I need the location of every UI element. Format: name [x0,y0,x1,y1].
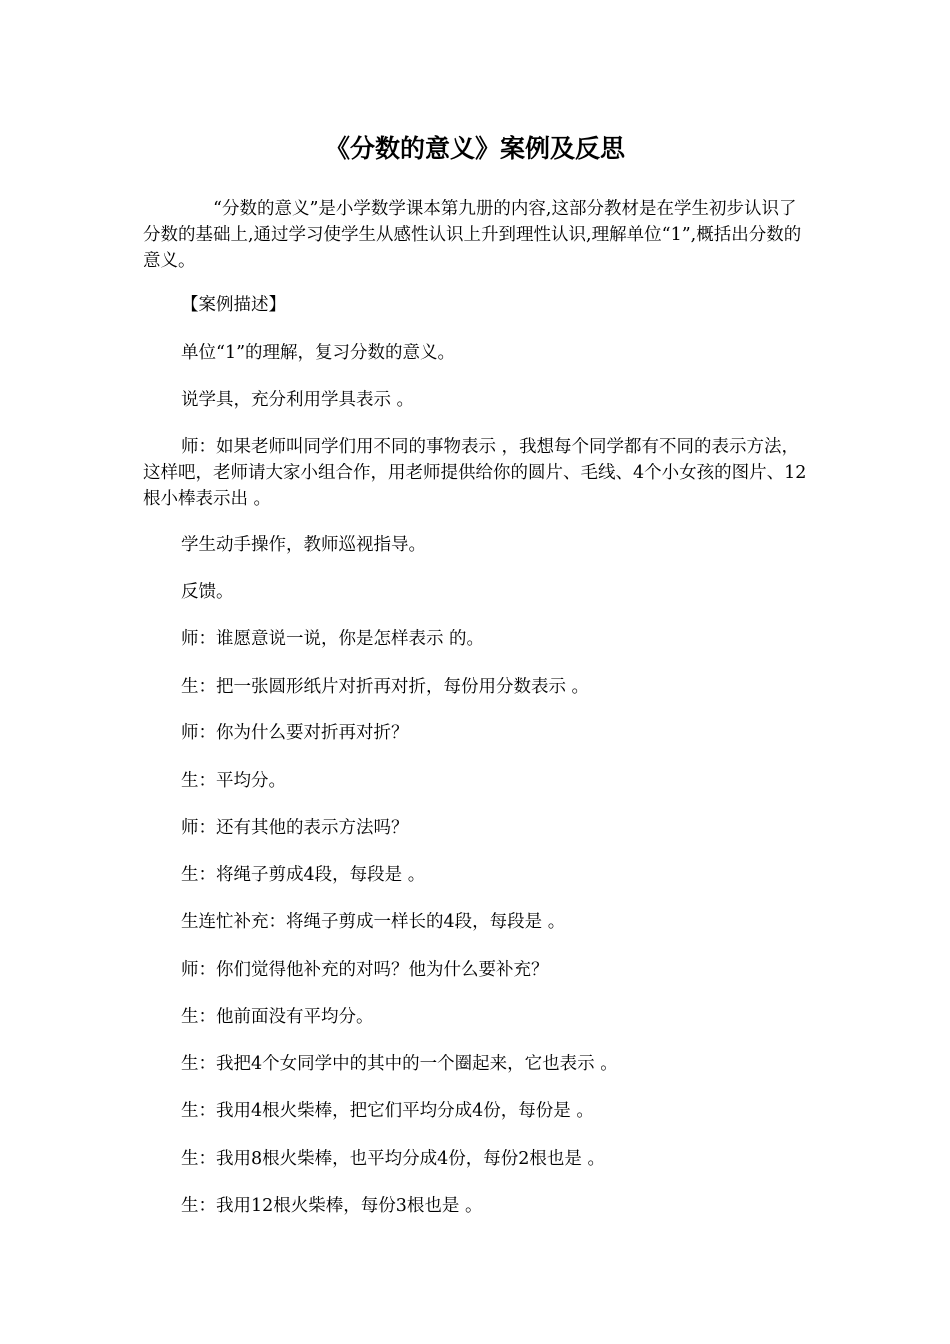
body-line: 生：把一张圆形纸片对折再对折，每份用分数表示 。 [181,677,590,697]
body-line: 生：我把4个女同学中的其中的一个圈起来，它也表示 。 [181,1054,618,1074]
body-paragraph: 师：如果老师叫同学们用不同的事物表示 ，我想每个同学都有不同的表示方法，这样吧，老师请大家小组合作，用老师提供给你的圆片、毛线、4个小女孩的图片、12根小棒表示出 。 [143,437,807,509]
body-line: 生：将绳子剪成4段，每段是 。 [181,865,426,885]
body-line: 生：我用12根火柴棒，每份3根也是 。 [181,1196,483,1216]
document-title: 《分数的意义》案例及反思 [324,134,625,163]
body-line: 师：还有其他的表示方法吗？ [181,818,409,838]
body-line: 单位“1”的理解，复习分数的意义。 [181,343,456,363]
body-line: 生：我用8根火柴棒，也平均分成4份，每份2根也是 。 [181,1149,605,1169]
body-line: 反馈。 [181,582,234,602]
body-line: 学生动手操作，教师巡视指导。 [181,535,426,555]
body-line: 生连忙补充：将绳子剪成一样长的4段，每段是 。 [181,912,566,932]
section-heading: 【案例描述】 [181,295,286,315]
body-line: 师：你为什么要对折再对折？ [181,723,409,743]
intro-paragraph: “分数的意义”是小学数学课本第九册的内容,这部分教材是在学生初步认识了分数的基础上,通过学习使学生从感性认识上升到理性认识,理解单位“1”,概括出分数的意义。 [143,199,802,271]
body-line: 生：平均分。 [181,771,286,791]
body-line: 生：他前面没有平均分。 [181,1007,374,1027]
body-line: 说学具，充分利用学具表示 。 [181,390,415,410]
body-line: 师：你们觉得他补充的对吗？他为什么要补充？ [181,960,549,980]
body-line: 师：谁愿意说一说，你是怎样表示 的。 [181,629,485,649]
body-line: 生：我用4根火柴棒，把它们平均分成4份，每份是 。 [181,1101,594,1121]
